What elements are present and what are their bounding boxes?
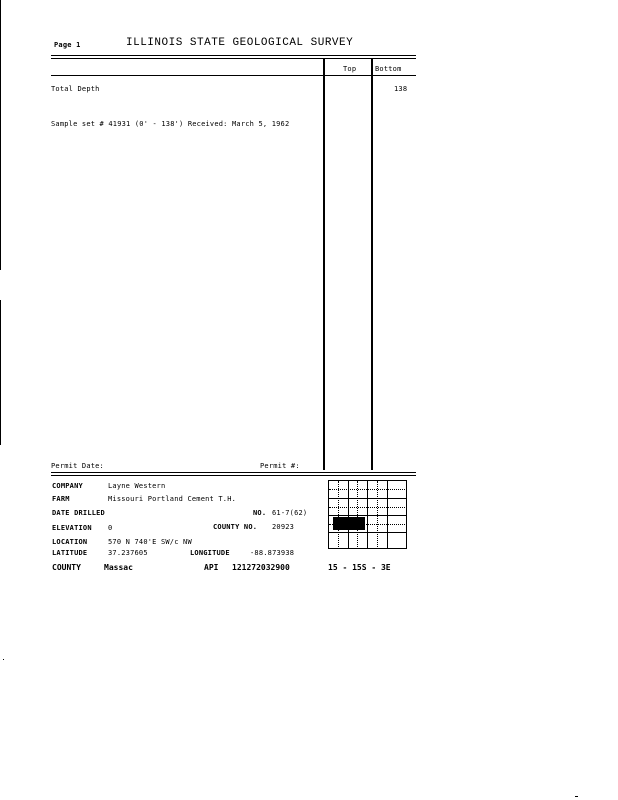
location-label: LOCATION [52,538,88,546]
company-label: COMPANY [52,482,83,490]
location-value: 570 N 740'E SW/c NW [108,538,192,546]
api-label: API [204,563,219,572]
sample-note: Sample set # 41931 (0' - 138') Received: March 5, 1962 [51,120,290,128]
date-drilled-label: DATE DRILLED [52,509,105,517]
farm-label: FARM [52,495,70,503]
township-range: 15 - 15S - 3E [328,563,391,572]
grid-dotted-line [357,481,358,549]
elevation-label: ELEVATION [52,524,92,532]
grid-dotted-line [377,481,378,549]
latitude-value: 37.237605 [108,549,148,557]
column-header-bottom: Bottom [375,65,402,73]
header-rule [51,58,416,59]
footer-rule [51,475,416,476]
longitude-value: -88.873938 [250,549,295,557]
total-depth-value: 138 [394,85,408,93]
county-no-value: 20923 [272,523,295,531]
scan-edge-mark [0,300,1,445]
farm-value: Missouri Portland Cement T.H. [108,495,237,503]
no-label: NO. [253,509,267,517]
county-no-label: COUNTY NO. [213,523,258,531]
column-header-rule [51,75,416,76]
grid-line [329,532,407,533]
longitude-label: LONGITUDE [190,549,230,557]
column-header-top: Top [343,65,357,73]
api-value: 121272032900 [232,563,290,572]
elevation-value: 0 [108,524,113,532]
column-divider [323,58,325,470]
page-label: Page 1 [54,41,81,49]
latitude-label: LATITUDE [52,549,88,557]
company-value: Layne Western [108,482,166,490]
total-depth-label: Total Depth [51,85,100,93]
grid-line [387,481,388,549]
county-value: Massac [104,563,133,572]
footer-rule [51,472,416,473]
grid-line [348,481,349,549]
county-label: COUNTY [52,563,81,572]
scan-speck [3,659,4,660]
grid-dotted-line [338,481,339,549]
grid-dotted-line [329,489,407,490]
section-location-grid [328,480,407,549]
no-value: 61-7(62) [272,509,308,517]
grid-line [329,515,407,516]
scan-speck [575,796,578,797]
page-title: ILLINOIS STATE GEOLOGICAL SURVEY [126,37,354,49]
permit-no-label: Permit #: [260,462,300,470]
grid-dotted-line [329,507,407,508]
header-rule [51,55,416,56]
scan-edge-mark [0,0,1,270]
column-divider [371,58,373,470]
permit-date-label: Permit Date: [51,462,104,470]
grid-line [329,498,407,499]
well-location-marker [333,517,365,530]
